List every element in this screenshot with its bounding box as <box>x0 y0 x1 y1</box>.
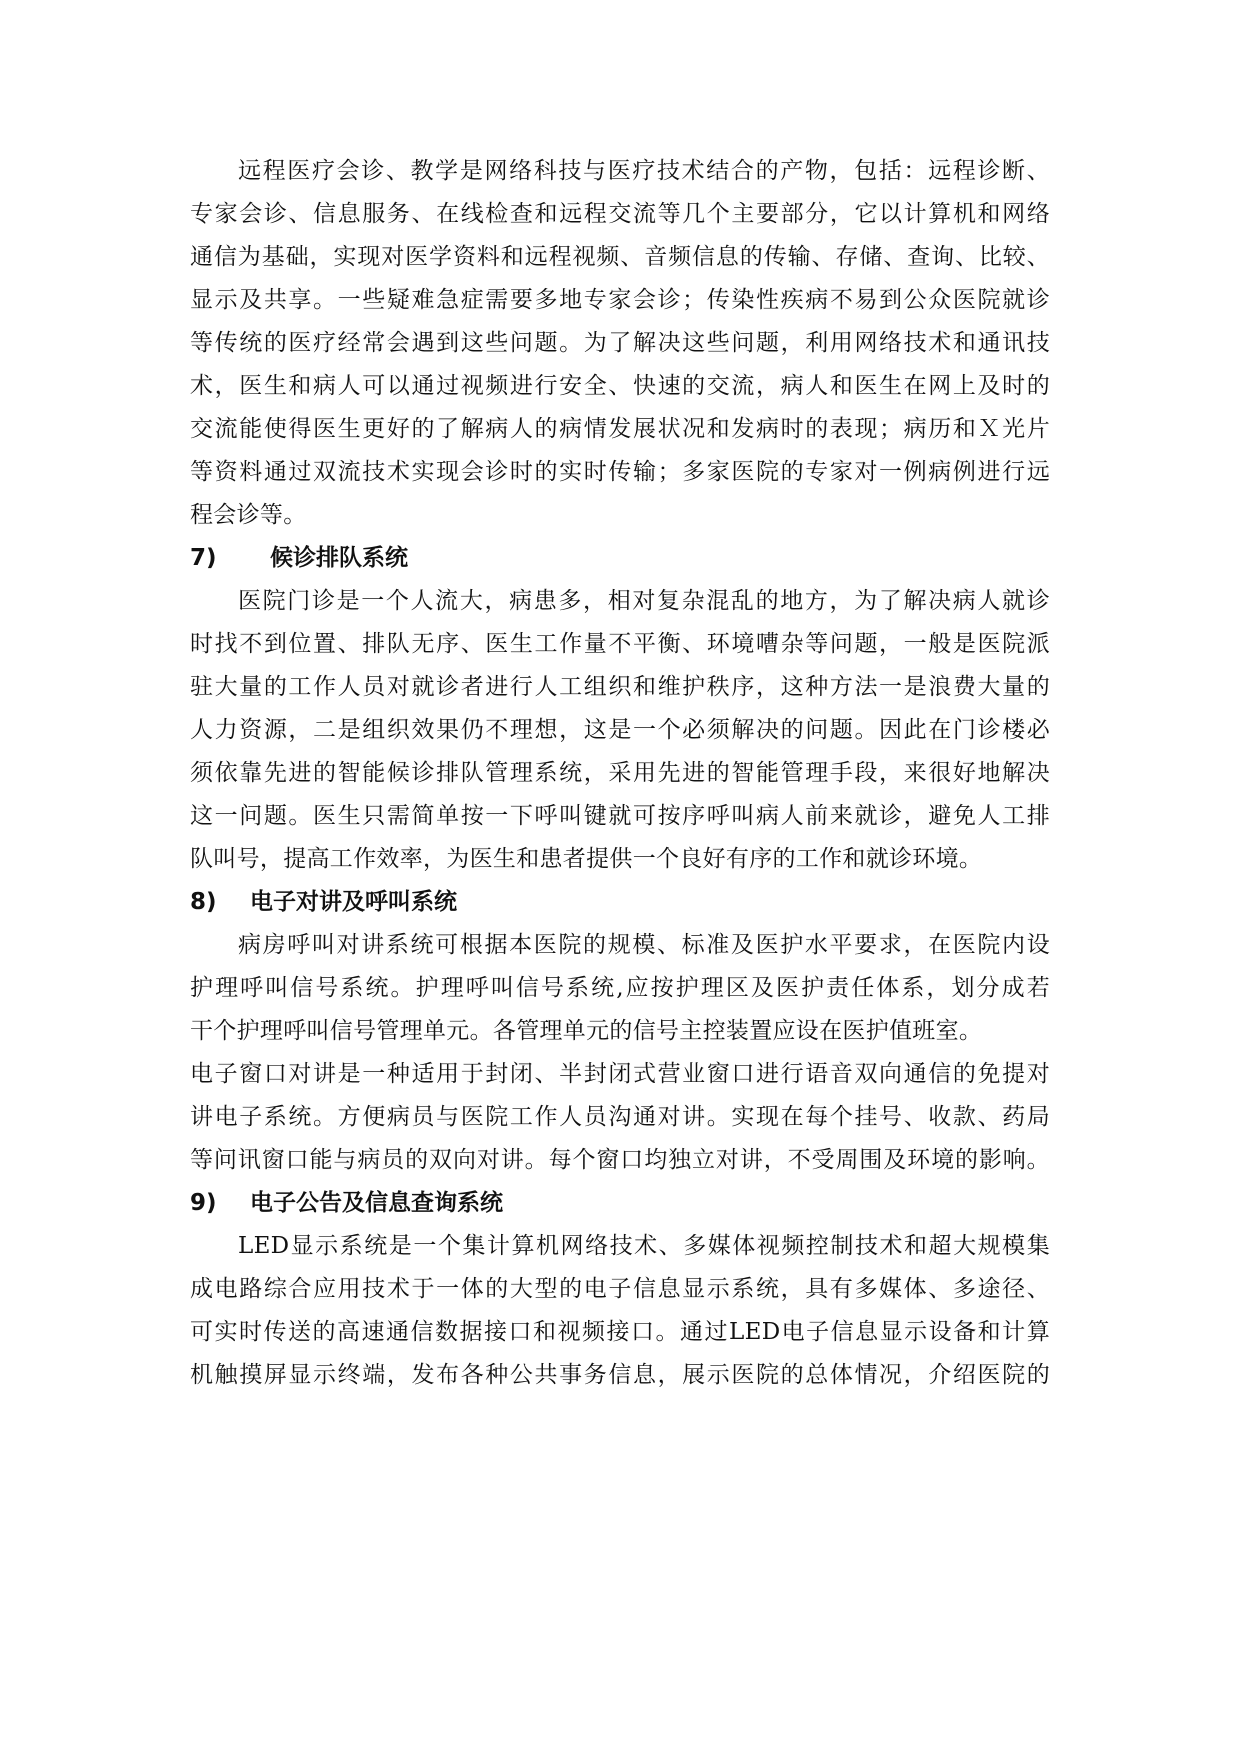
text-line: 队叫号，提高工作效率，为医生和患者提供一个良好有序的工作和就诊环境。 <box>190 846 983 872</box>
text-line: 机触摸屏显示终端，发布各种公共事务信息，展示医院的总体情况，介绍医院的 <box>190 1362 1050 1388</box>
text-line: 讲电子系统。方便病员与医院工作人员沟通对讲。实现在每个挂号、收款、药局 <box>190 1104 1050 1130</box>
text-line: 时找不到位置、排队无序、医生工作量不平衡、环境嘈杂等问题，一般是医院派 <box>190 631 1050 657</box>
text-line: 须依靠先进的智能候诊排队管理系统，采用先进的智能管理手段，来很好地解决 <box>190 760 1050 786</box>
text-line: 通信为基础，实现对医学资料和远程视频、音频信息的传输、存储、查询、比较、 <box>190 244 1050 270</box>
text-line: 病房呼叫对讲系统可根据本医院的规模、标准及医护水平要求，在医院内设 <box>238 932 1050 958</box>
paragraph-ward-intercom <box>190 924 1050 1053</box>
text-line: 电子窗口对讲是一种适用于封闭、半封闭式营业窗口进行语音双向通信的免提对 <box>190 1061 1050 1087</box>
text-line: 这一问题。医生只需简单按一下呼叫键就可按序呼叫病人前来就诊，避免人工排 <box>190 803 1050 829</box>
text-line: 可实时传送的高速通信数据接口和视频接口。通过LED电子信息显示设备和计算 <box>190 1319 1050 1345</box>
paragraph-remote-consultation <box>190 150 1050 537</box>
paragraph-led-display <box>190 1225 1050 1397</box>
text-line: 程会诊等。 <box>190 502 307 528</box>
text-line: 等资料通过双流技术实现会诊时的实时传输；多家医院的专家对一例病例进行远 <box>190 459 1050 485</box>
section-heading-8 <box>190 881 1050 924</box>
section-title: 电子公告及信息查询系统 <box>250 1190 503 1216</box>
section-number: 8) <box>190 889 217 915</box>
text-line: 远程医疗会诊、教学是网络科技与医疗技术结合的产物，包括：远程诊断、 <box>238 158 1050 184</box>
text-line: 专家会诊、信息服务、在线检查和远程交流等几个主要部分，它以计算机和网络 <box>190 201 1050 227</box>
text-line: 驻大量的工作人员对就诊者进行人工组织和维护秩序，这种方法一是浪费大量的 <box>190 674 1050 700</box>
text-line: LED显示系统是一个集计算机网络技术、多媒体视频控制技术和超大规模集 <box>238 1233 1050 1259</box>
text-line: 术，医生和病人可以通过视频进行安全、快速的交流，病人和医生在网上及时的 <box>190 373 1050 399</box>
text-line: 干个护理呼叫信号管理单元。各管理单元的信号主控装置应设在医护值班室。 <box>190 1018 983 1044</box>
text-line: 医院门诊是一个人流大，病患多，相对复杂混乱的地方，为了解决病人就诊 <box>238 588 1050 614</box>
section-number: 7) <box>190 545 217 571</box>
section-heading-7 <box>190 537 1050 580</box>
text-line: 等传统的医疗经常会遇到这些问题。为了解决这些问题，利用网络技术和通讯技 <box>190 330 1050 356</box>
document-body <box>190 150 1050 1397</box>
section-number: 9) <box>190 1190 217 1216</box>
text-line: 人力资源，二是组织效果仍不理想，这是一个必须解决的问题。因此在门诊楼必 <box>190 717 1050 743</box>
paragraph-window-intercom <box>190 1053 1050 1182</box>
paragraph-queue-system <box>190 580 1050 881</box>
text-line: 护理呼叫信号系统。护理呼叫信号系统,应按护理区及医护责任体系，划分成若 <box>190 975 1050 1001</box>
text-line: 成电路综合应用技术于一体的大型的电子信息显示系统，具有多媒体、多途径、 <box>190 1276 1050 1302</box>
text-line: 显示及共享。一些疑难急症需要多地专家会诊；传染性疾病不易到公众医院就诊 <box>190 287 1050 313</box>
text-line: 等问讯窗口能与病员的双向对讲。每个窗口均独立对讲，不受周围及环境的影响。 <box>190 1147 1050 1173</box>
section-title: 电子对讲及呼叫系统 <box>250 889 457 915</box>
text-line: 交流能使得医生更好的了解病人的病情发展状况和发病时的表现；病历和Ｘ光片 <box>190 416 1050 442</box>
section-heading-9 <box>190 1182 1050 1225</box>
section-title: 候诊排队系统 <box>270 545 408 571</box>
